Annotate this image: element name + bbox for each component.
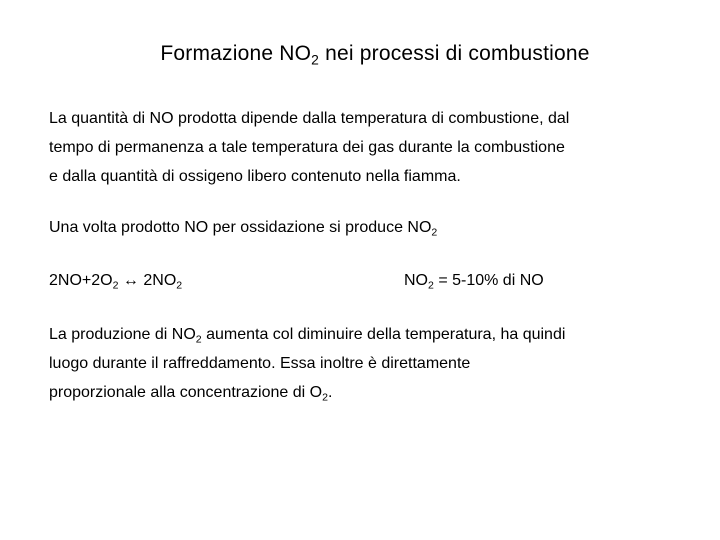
- title-subscript: 2: [311, 51, 320, 68]
- paragraph-1: [49, 104, 569, 191]
- reaction-part-2: ↔ 2NO: [118, 272, 177, 289]
- paragraph-3-line-1: [49, 320, 565, 349]
- paragraph-3-line-1-subscript: 2: [195, 333, 202, 346]
- slide-title: [0, 42, 720, 66]
- title-suffix: nei processi di combustione: [319, 42, 590, 65]
- title-prefix: Formazione NO: [160, 42, 312, 65]
- reaction-part-1: 2NO+2O: [49, 272, 113, 289]
- paragraph-3-line-3-subscript: 2: [322, 391, 328, 404]
- ratio-subscript: 2: [428, 279, 434, 292]
- paragraph-1-line-1: La quantità di NO prodotta dipende dalla temperatura di combustione, dal: [49, 110, 570, 127]
- reaction-subscript-2: 2: [176, 279, 183, 292]
- paragraph-3-line-3: [49, 378, 565, 407]
- paragraph-3-line-2: luogo durante il raffreddamento. Essa inoltre è direttamente: [49, 355, 471, 372]
- paragraph-1-line-3: e dalla quantità di ossigeno libero contenuto nella fiamma.: [49, 168, 461, 185]
- ratio-statement: [404, 266, 544, 295]
- paragraph-3: [49, 320, 565, 407]
- paragraph-2-subscript: 2: [431, 226, 438, 239]
- paragraph-3-line-1-suffix: aumenta col diminuire della temperatura, ha quindi: [201, 326, 566, 343]
- reaction-equation: [49, 266, 182, 295]
- paragraph-1-line-2: tempo di permanenza a tale temperatura dei gas durante la combustione: [49, 139, 565, 156]
- ratio-part-2: = 5-10% di NO: [433, 272, 544, 289]
- ratio-part-1: NO: [404, 272, 428, 289]
- paragraph-2-text: Una volta prodotto NO per ossidazione si produce NO: [49, 219, 432, 236]
- paragraph-2: [49, 213, 437, 242]
- paragraph-3-line-3-prefix: proporzionale alla concentrazione di O: [49, 384, 323, 401]
- paragraph-3-line-3-suffix: .: [327, 384, 333, 401]
- paragraph-3-line-1-prefix: La produzione di NO: [49, 326, 196, 343]
- reaction-subscript-1: 2: [112, 279, 119, 292]
